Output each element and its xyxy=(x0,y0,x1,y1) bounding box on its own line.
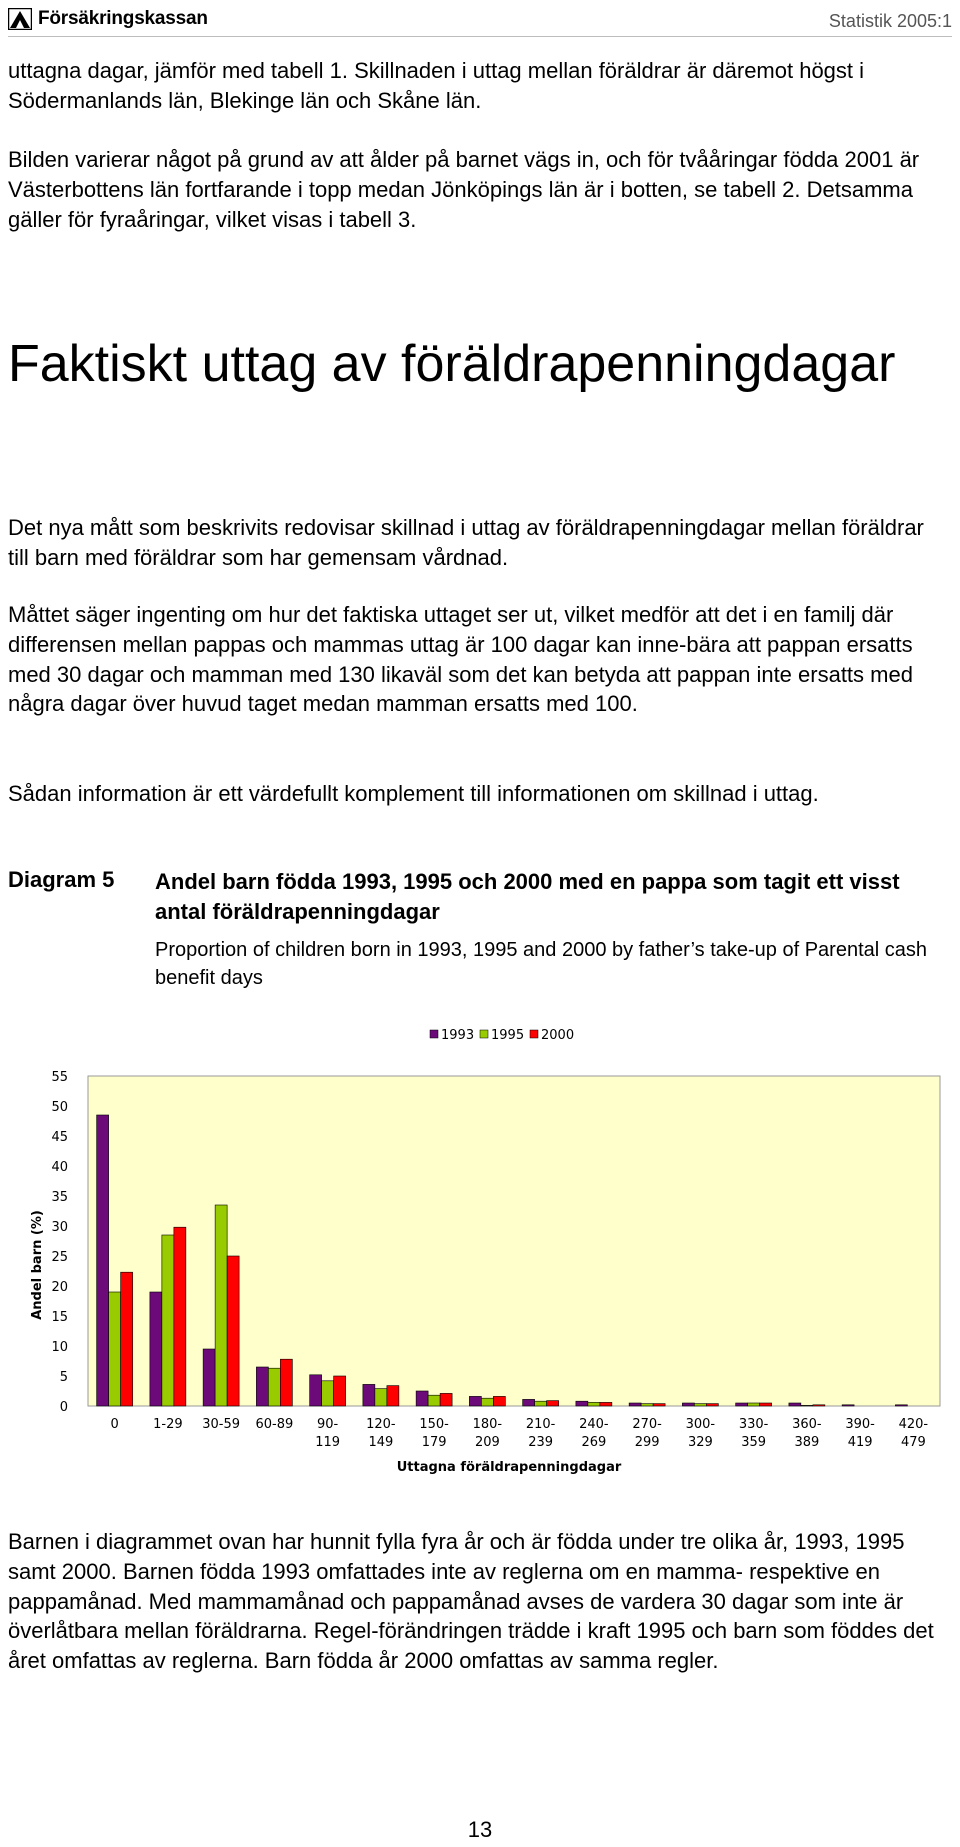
x-tick-label: 359 xyxy=(741,1435,767,1450)
legend-label-2000: 2000 xyxy=(541,1028,575,1043)
x-tick-label: 209 xyxy=(474,1435,500,1450)
x-tick-label: 60-89 xyxy=(255,1417,294,1432)
legend-swatch-1995 xyxy=(480,1030,488,1038)
header-divider xyxy=(8,36,952,37)
bar-1993 xyxy=(256,1367,268,1406)
bar-1993 xyxy=(576,1401,588,1406)
bar-1993 xyxy=(789,1403,801,1406)
x-tick-label: 90- xyxy=(317,1417,339,1432)
bar-1995 xyxy=(162,1235,174,1406)
body-paragraph-3: Det nya mått som beskrivits redovisar skillnad i uttag av föräldrapenningdagar mellan föräldrar till barn med föräldrar som har gemensam vårdnad. xyxy=(8,515,924,570)
bar-1995 xyxy=(641,1404,653,1406)
bar-2000 xyxy=(493,1396,505,1406)
legend-swatch-2000 xyxy=(530,1030,538,1038)
bar-1995 xyxy=(801,1405,813,1406)
x-tick-label: 330- xyxy=(738,1417,769,1432)
bar-1995 xyxy=(268,1368,280,1406)
bar-2000 xyxy=(600,1402,612,1406)
brand-name: Försäkringskassan xyxy=(38,8,208,29)
x-tick-label: 210- xyxy=(525,1417,556,1432)
x-tick-label: 299 xyxy=(634,1435,660,1450)
y-tick-label: 20 xyxy=(51,1280,68,1295)
bar-1995 xyxy=(588,1402,600,1406)
diagram-label: Diagram 5 xyxy=(8,867,115,892)
section-heading: Faktiskt uttag av föräldrapenningdagar xyxy=(8,335,896,393)
body-paragraph-5: Sådan information är ett värdefullt komplement till informationen om skillnad i uttag. xyxy=(8,781,819,806)
x-tick-label: 300- xyxy=(685,1417,716,1432)
y-tick-label: 25 xyxy=(51,1250,68,1265)
bar-1993 xyxy=(682,1403,694,1406)
bar-1995 xyxy=(375,1389,387,1406)
y-tick-label: 10 xyxy=(51,1340,68,1355)
bar-1993 xyxy=(523,1399,535,1406)
bar-1993 xyxy=(842,1405,854,1406)
diagram-subtitle: Proportion of children born in 1993, 1995 and 2000 by father’s take-up of Parental cash benefit days xyxy=(155,939,928,989)
legend-label-1993: 1993 xyxy=(441,1028,475,1043)
bar-2000 xyxy=(813,1405,825,1406)
bar-1995 xyxy=(428,1395,440,1406)
bar-2000 xyxy=(280,1359,292,1406)
bar-1993 xyxy=(203,1349,215,1406)
body-paragraph-1: uttagna dagar, jämför med tabell 1. Skillnaden i uttag mellan föräldrar är däremot högst i Södermanlands län, Blekinge län och Skåne län. xyxy=(8,58,865,113)
x-tick-label: 0 xyxy=(110,1417,119,1432)
forsakringskassan-logo-icon xyxy=(8,8,32,30)
y-tick-label: 40 xyxy=(51,1160,68,1175)
bar-2000 xyxy=(653,1404,665,1406)
body-paragraph-2: Bilden varierar något på grund av att ålder på barnet vägs in, och för tvååringar födda 2001 är Västerbottens län fortfarande i topp medan Jönköpings län är i botten, se tabell 2. Detsamma gäller för fyraåringar, vilket visas i tabell 3. xyxy=(8,147,920,232)
x-tick-label: 329 xyxy=(687,1435,713,1450)
bar-1993 xyxy=(736,1403,748,1406)
bar-1995 xyxy=(748,1403,760,1406)
bar-2000 xyxy=(121,1272,133,1406)
x-tick-label: 239 xyxy=(528,1435,554,1450)
legend-label-1995: 1995 xyxy=(491,1028,525,1043)
bar-1995 xyxy=(109,1292,121,1406)
x-tick-label: 269 xyxy=(581,1435,607,1450)
x-axis-title: Uttagna föräldrapenningdagar xyxy=(396,1460,622,1475)
y-tick-label: 45 xyxy=(51,1130,68,1145)
bar-1993 xyxy=(97,1115,109,1406)
bar-chart xyxy=(0,1020,960,1490)
bar-1993 xyxy=(363,1384,375,1406)
y-tick-label: 0 xyxy=(59,1400,68,1415)
bar-1995 xyxy=(215,1205,227,1406)
bar-2000 xyxy=(440,1393,452,1406)
bar-1993 xyxy=(895,1405,907,1406)
bar-2000 xyxy=(334,1376,346,1406)
bar-1995 xyxy=(535,1401,547,1406)
x-tick-label: 360- xyxy=(792,1417,822,1432)
x-tick-label: 270- xyxy=(632,1417,662,1432)
y-axis-title: Andel barn (%) xyxy=(30,1210,45,1320)
x-tick-label: 120- xyxy=(366,1417,396,1432)
bar-1993 xyxy=(416,1391,428,1406)
x-tick-label: 419 xyxy=(847,1435,873,1450)
x-tick-label: 420- xyxy=(898,1417,929,1432)
bar-1993 xyxy=(150,1292,162,1406)
bar-1995 xyxy=(694,1404,706,1406)
y-tick-label: 30 xyxy=(51,1220,68,1235)
y-tick-label: 15 xyxy=(51,1310,68,1325)
bar-2000 xyxy=(547,1401,559,1406)
bar-1995 xyxy=(481,1398,493,1406)
bar-1993 xyxy=(469,1396,481,1406)
y-tick-label: 35 xyxy=(51,1190,68,1205)
x-tick-label: 240- xyxy=(579,1417,609,1432)
bar-1993 xyxy=(629,1403,641,1406)
body-paragraph-6: Barnen i diagrammet ovan har hunnit fylla fyra år och är födda under tre olika år, 1993, 1995 samt 2000. Barnen födda 1993 omfattades inte av reglerna om en mamma- respektive en pappamånad. Med mammamånad och pappamånad avses de vardera 30 dagar som inte är överlåtbara mellan föräldrarna. Regel-förändringen trädde i kraft 1995 och barn som föddes det året omfattas av reglerna. Barn födda år 2000 omfattas av samma regler. xyxy=(8,1529,934,1674)
bar-1995 xyxy=(322,1381,334,1406)
bar-2000 xyxy=(174,1227,186,1406)
diagram-title: Andel barn födda 1993, 1995 och 2000 med en pappa som tagit ett visst antal föräldrapenningdagar xyxy=(155,869,900,924)
x-tick-label: 1-29 xyxy=(153,1417,183,1432)
page-header xyxy=(8,6,952,32)
page-number: 13 xyxy=(467,1817,493,1842)
bar-1993 xyxy=(310,1375,322,1406)
y-tick-label: 55 xyxy=(51,1070,68,1085)
bar-2000 xyxy=(227,1256,239,1406)
x-tick-label: 180- xyxy=(472,1417,503,1432)
x-tick-label: 119 xyxy=(315,1435,341,1450)
x-tick-label: 479 xyxy=(900,1435,926,1450)
y-tick-label: 50 xyxy=(51,1100,68,1115)
x-tick-label: 149 xyxy=(368,1435,394,1450)
x-tick-label: 390- xyxy=(845,1417,875,1432)
legend-swatch-1993 xyxy=(430,1030,438,1038)
bar-2000 xyxy=(760,1403,772,1406)
y-tick-label: 5 xyxy=(59,1370,68,1385)
x-tick-label: 389 xyxy=(794,1435,820,1450)
x-tick-label: 179 xyxy=(421,1435,447,1450)
body-paragraph-4: Måttet säger ingenting om hur det faktiska uttaget ser ut, vilket medför att det i en familj där differensen mellan pappas och mammas uttag är 100 dagar kan inne-bära att pappan ersatts med 30 dagar och mamman med 130 likaväl som det kan betyda att pappan inte ersatts med några dagar över huvud taget medan mamman ersatts med 100. xyxy=(8,602,913,717)
x-tick-label: 150- xyxy=(419,1417,449,1432)
publication-series: Statistik 2005:1 xyxy=(828,11,952,31)
x-tick-label: 30-59 xyxy=(202,1417,241,1432)
bar-2000 xyxy=(706,1404,718,1406)
bar-2000 xyxy=(387,1386,399,1406)
